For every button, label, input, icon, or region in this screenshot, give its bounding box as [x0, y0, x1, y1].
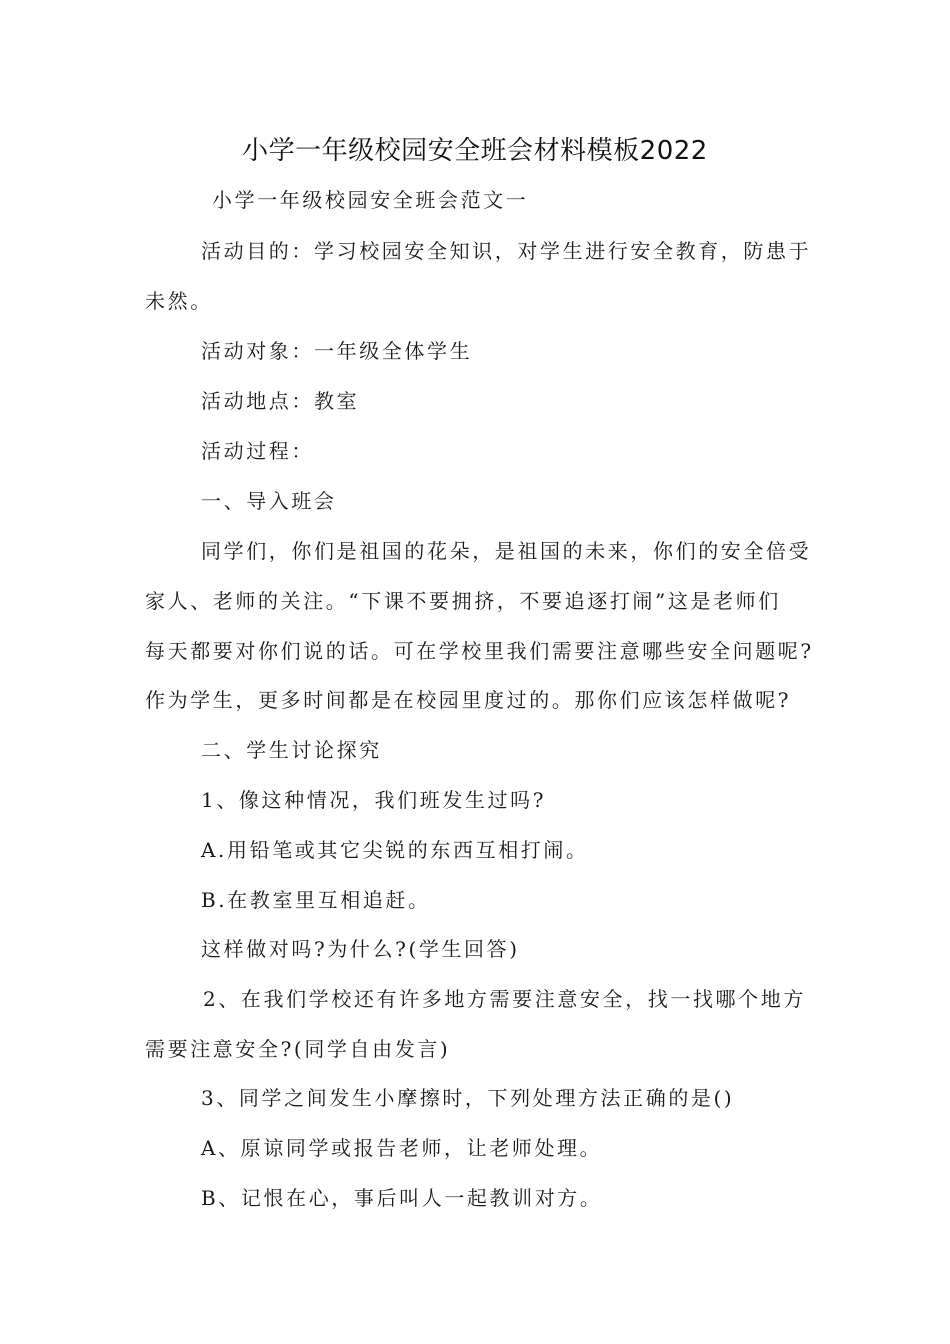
paragraph-line: 2、在我们学校还有许多地方需要注意安全，找一找哪个地方	[203, 987, 806, 1011]
paragraph-line: 家人、老师的关注。“下课不要拥挤，不要追逐打闹”这是老师们	[145, 589, 781, 613]
document-title: 小学一年级校园安全班会材料模板2022	[242, 136, 708, 166]
paragraph-line: 未然。	[145, 289, 213, 313]
section-subtitle: 小学一年级校园安全班会范文一	[212, 188, 529, 212]
paragraph-line: B.在教室里互相追赶。	[201, 888, 431, 912]
paragraph-line: 这样做对吗?为什么?(学生回答)	[201, 937, 520, 961]
paragraph-line: 每天都要对你们说的话。可在学校里我们需要注意哪些安全问题呢?	[145, 639, 814, 663]
section-heading: 一、导入班会	[201, 489, 337, 513]
paragraph-line: 活动地点：教室	[201, 389, 360, 413]
section-heading: 二、学生讨论探究	[201, 738, 382, 762]
paragraph-line: 作为学生，更多时间都是在校园里度过的。那你们应该怎样做呢?	[145, 688, 792, 712]
paragraph-line: B、记恨在心，事后叫人一起教训对方。	[201, 1186, 603, 1210]
paragraph-line: 1、像这种情况，我们班发生过吗?	[201, 788, 547, 812]
paragraph-line: A.用铅笔或其它尖锐的东西互相打闹。	[201, 838, 589, 862]
paragraph-line: 活动目的：学习校园安全知识，对学生进行安全教育，防患于	[201, 239, 812, 263]
paragraph-line: A、原谅同学或报告老师，让老师处理。	[201, 1136, 603, 1160]
paragraph-line: 活动过程：	[201, 439, 314, 463]
paragraph-line: 活动对象：一年级全体学生	[201, 339, 473, 363]
paragraph-line: 同学们，你们是祖国的花朵，是祖国的未来，你们的安全倍受	[201, 539, 812, 563]
paragraph-line: 需要注意安全?(同学自由发言)	[145, 1037, 451, 1061]
paragraph-line: 3、同学之间发生小摩擦时，下列处理方法正确的是()	[201, 1086, 735, 1110]
